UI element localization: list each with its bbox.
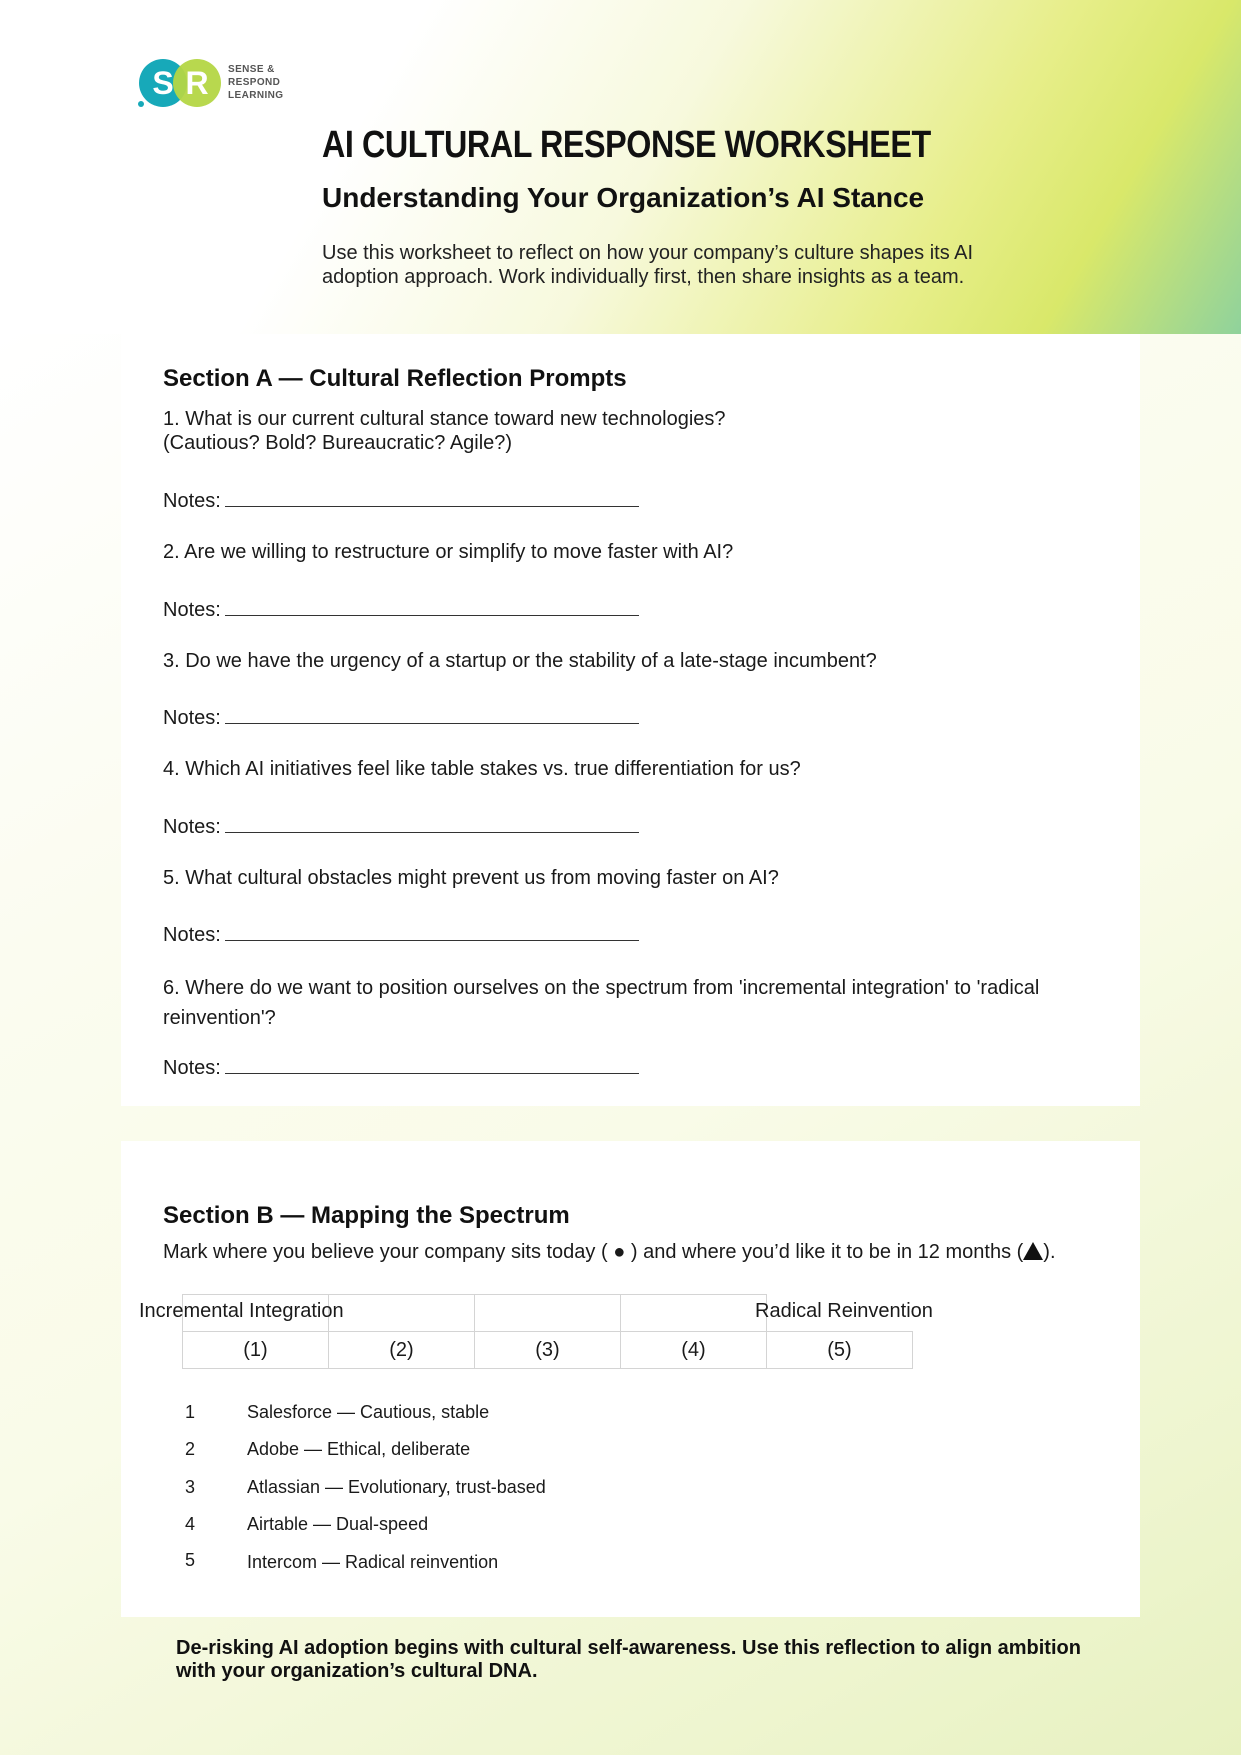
example-company: Airtable — Dual-speed [247,1514,429,1534]
section-b-title: Section B — Mapping the Spectrum [163,1202,570,1229]
scale-option-5[interactable]: (5) [767,1332,913,1369]
footer-callout: De-risking AI adoption begins with cultural self-awareness. Use this reflection to align ambition with your organization’s cultural DNA. [176,1637,1081,1682]
notes-writing-line[interactable] [225,703,639,724]
spectrum-instruction [163,1241,1056,1264]
logo-dot [138,101,144,107]
instruction-text: ). [1043,1241,1056,1263]
example-number: 5 [185,1550,196,1570]
instruction-text: ) and where you’d like it to be in 12 months ( [630,1241,1024,1263]
notes-field-3[interactable] [163,703,639,730]
notes-label: Notes: [163,816,221,838]
today-marker-dot: ● [613,1241,626,1263]
spectrum-label-cell [329,1295,475,1332]
notes-field-1[interactable] [163,486,639,513]
intro-paragraph: Use this worksheet to reflect on how your company’s culture shapes its AI adoption approach. Work individually first, then share insights as a team. [322,242,974,288]
example-number: 2 [185,1439,196,1459]
notes-writing-line[interactable] [225,486,639,507]
scale-option-3[interactable]: (3) [475,1332,621,1369]
logo-line: RESPOND [228,77,281,88]
question-6 [163,973,1093,1033]
instruction-text: Mark where you believe your company sits today ( [163,1241,608,1263]
notes-field-2[interactable] [163,595,639,622]
logo-s-letter: S [152,65,174,101]
notes-writing-line[interactable] [225,920,639,941]
notes-field-5[interactable] [163,920,639,947]
question-text: 5. What cultural obstacles might prevent us from moving faster on AI? [163,867,779,889]
question-text: 6. Where do we want to position ourselves on the spectrum from 'incremental integration' to 'radical reinvention'? [163,977,1040,1029]
scale-option-2[interactable]: (2) [329,1332,475,1369]
logo-r-letter: R [185,65,209,101]
section-a-title: Section A — Cultural Reflection Prompts [163,365,627,392]
spectrum-label-cell [621,1295,767,1332]
question-3 [163,649,1093,673]
spectrum-right-label: Radical Reinvention [755,1300,933,1322]
spectrum-scale-row [183,1332,913,1369]
logo-line: SENSE & [228,64,275,75]
example-number: 3 [185,1477,196,1497]
notes-label: Notes: [163,490,221,512]
future-marker-triangle-icon [1023,1242,1043,1260]
notes-field-6[interactable] [163,1053,639,1080]
notes-label: Notes: [163,599,221,621]
question-hint: (Cautious? Bold? Bureaucratic? Agile?) [163,432,513,454]
example-number: 1 [185,1402,196,1422]
notes-writing-line[interactable] [225,1053,639,1074]
logo-line: LEARNING [228,90,284,101]
logo-wordmark [228,63,298,102]
example-company: Intercom — Radical reinvention [247,1552,499,1572]
question-text: 4. Which AI initiatives feel like table stakes vs. true differentiation for us? [163,758,801,780]
example-company: Adobe — Ethical, deliberate [247,1439,471,1459]
spectrum-left-label: Incremental Integration [139,1300,344,1322]
scale-option-4[interactable]: (4) [621,1332,767,1369]
notes-label: Notes: [163,707,221,729]
question-2 [163,540,1093,564]
scale-option-1[interactable]: (1) [183,1332,329,1369]
notes-label: Notes: [163,924,221,946]
page-subtitle: Understanding Your Organization’s AI Stance [322,182,925,213]
spectrum-label-cell [475,1295,621,1332]
question-text: 2. Are we willing to restructure or simplify to move faster with AI? [163,541,734,563]
notes-writing-line[interactable] [225,595,639,616]
page-title: AI CULTURAL RESPONSE WORKSHEET [322,124,931,166]
notes-writing-line[interactable] [225,812,639,833]
question-text: 3. Do we have the urgency of a startup or the stability of a late-stage incumbent? [163,650,877,672]
notes-label: Notes: [163,1057,221,1079]
example-company: Salesforce — Cautious, stable [247,1402,490,1422]
example-number: 4 [185,1514,196,1534]
question-4 [163,757,1093,781]
example-company: Atlassian — Evolutionary, trust-based [247,1477,546,1497]
question-5 [163,866,1093,890]
question-1 [163,407,1093,455]
question-text: 1. What is our current cultural stance toward new technologies? [163,408,726,430]
notes-field-4[interactable] [163,812,639,839]
